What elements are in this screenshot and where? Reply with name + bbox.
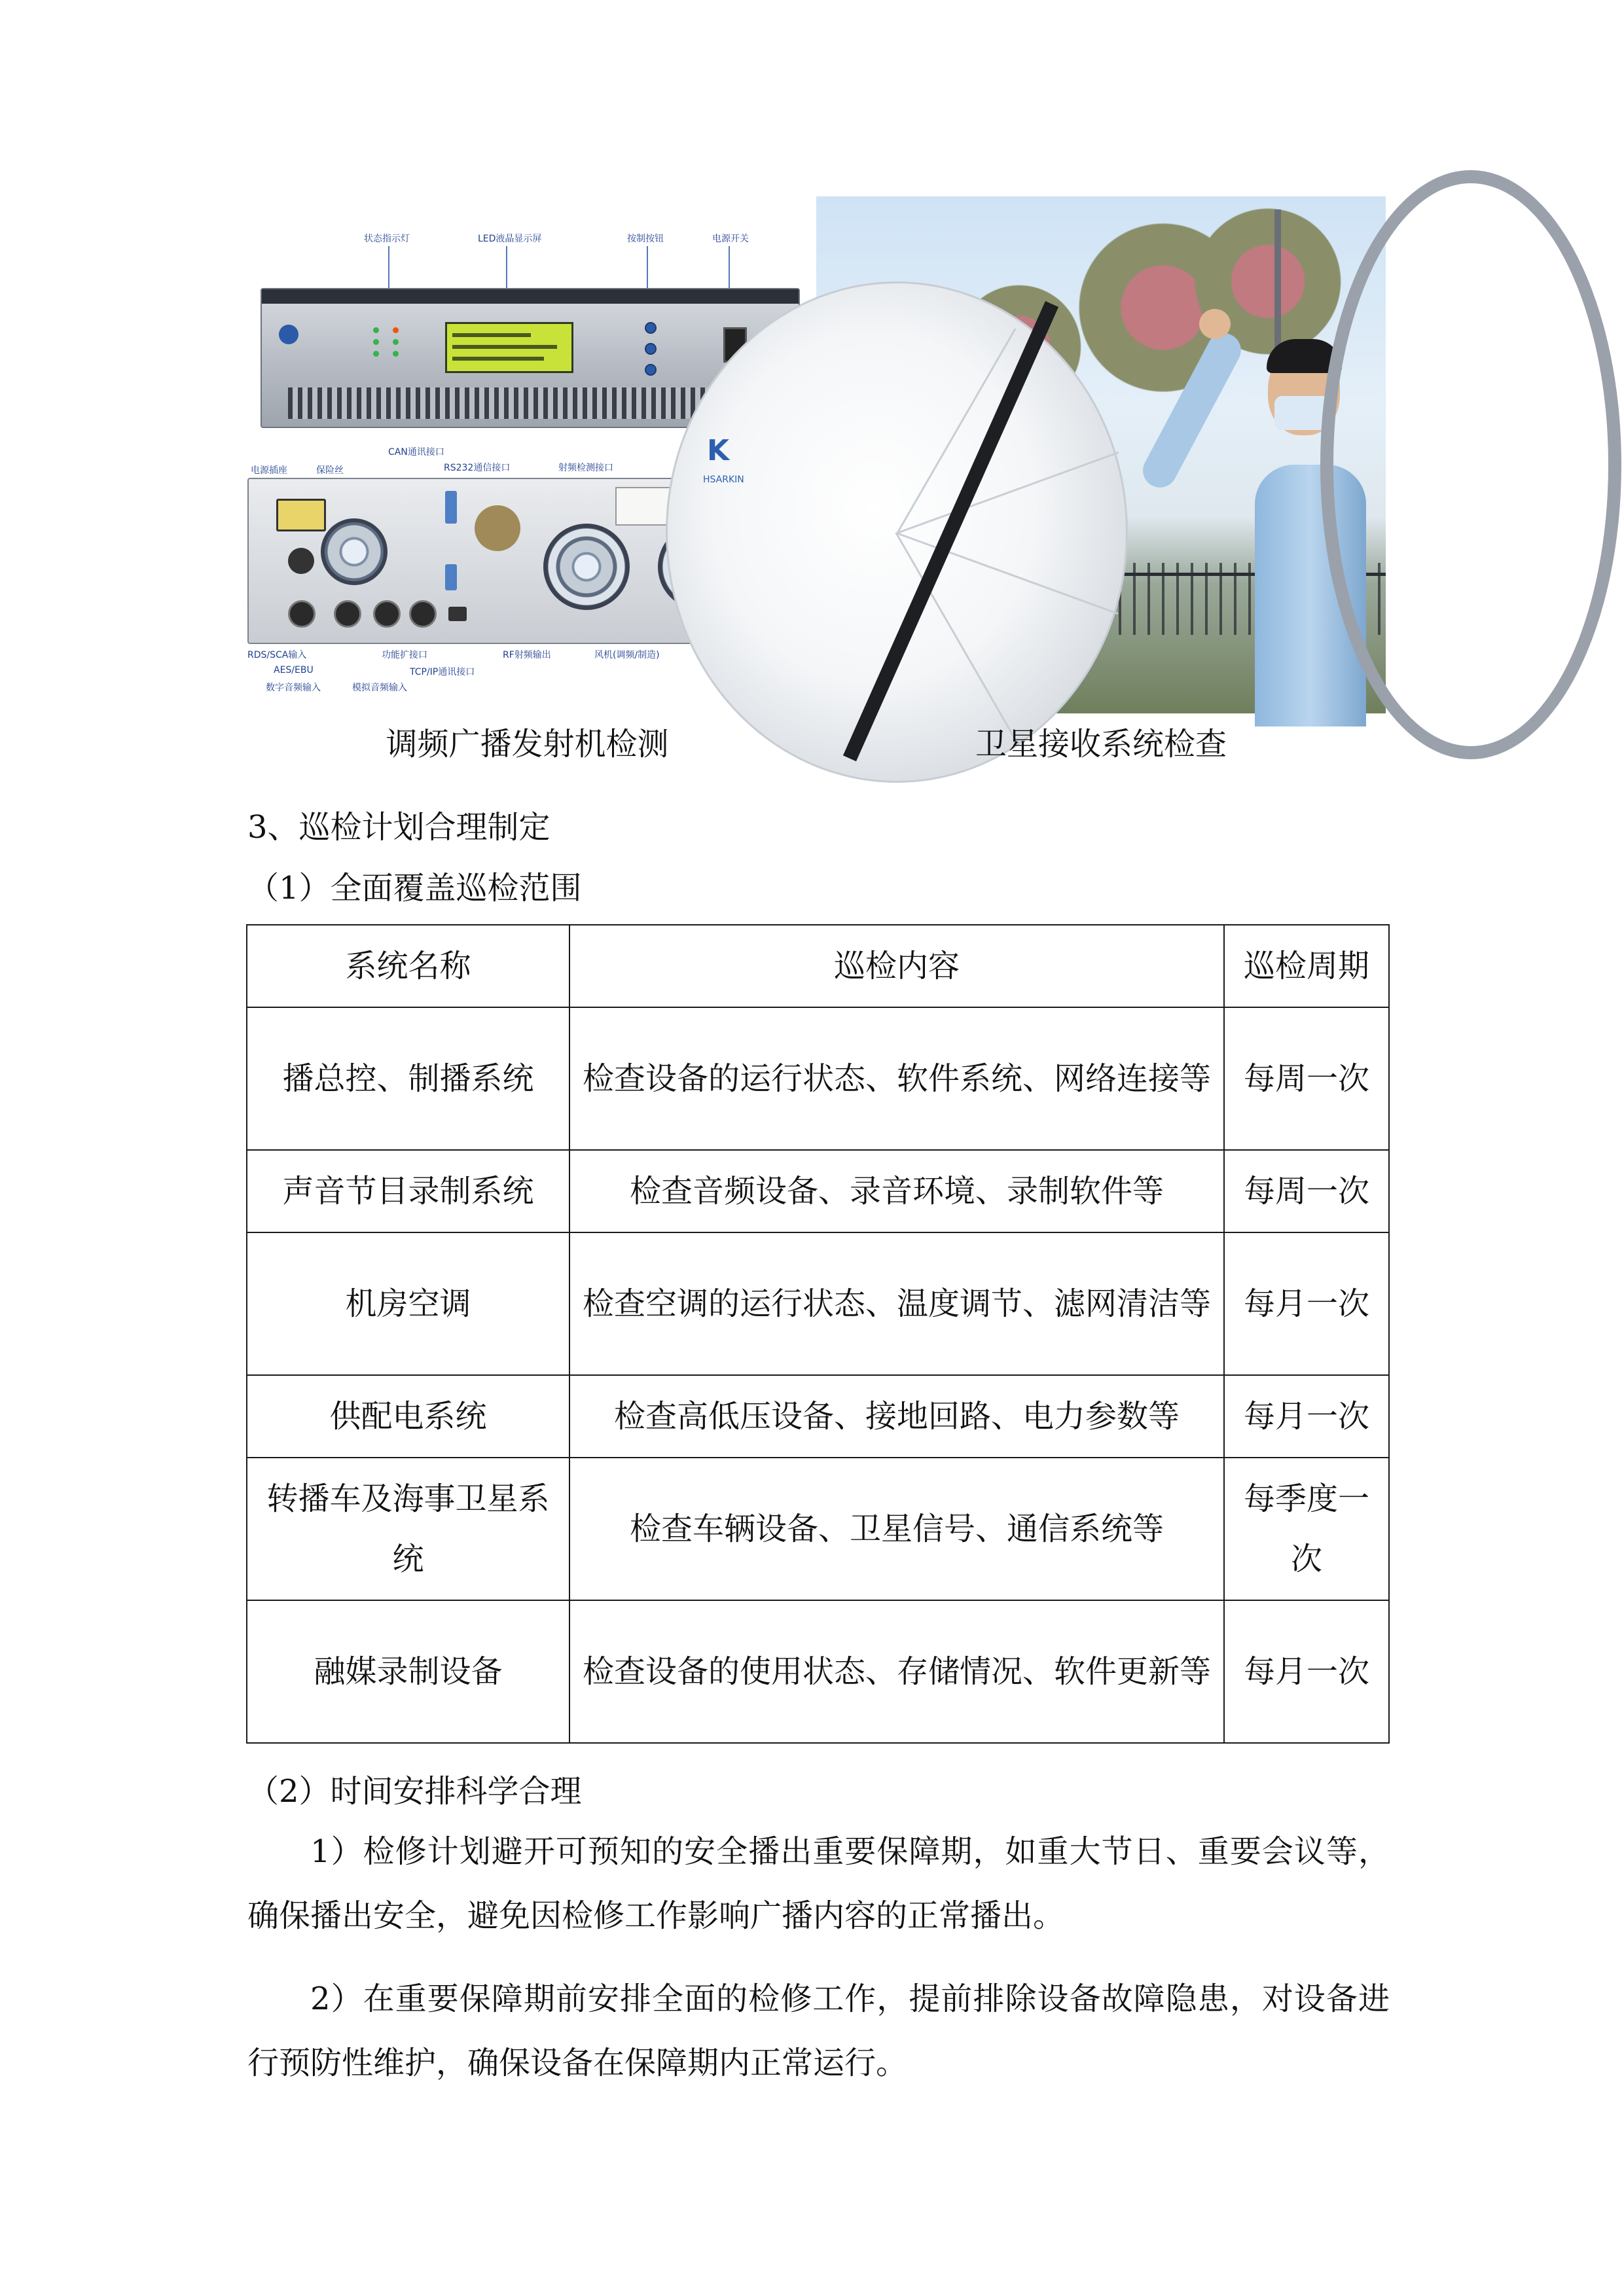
ethernet-port-icon	[448, 607, 467, 621]
lcd-display	[445, 322, 573, 373]
rs232-port-icon	[445, 564, 457, 590]
cell-cycle: 每月一次	[1224, 1600, 1389, 1743]
cell-content: 检查空调的运行状态、温度调节、滤网清洁等	[569, 1232, 1224, 1375]
sub-heading-coverage: （1）全面覆盖巡检范围	[247, 870, 582, 906]
fuse-icon	[288, 548, 314, 574]
callout-status-led: 状态指示灯	[364, 234, 410, 244]
cell-cycle: 每周一次	[1224, 1007, 1389, 1150]
can-port-icon	[445, 491, 457, 524]
callout-fuse: 保险丝	[316, 465, 344, 476]
cell-content: 检查车辆设备、卫星信号、通信系统等	[569, 1458, 1224, 1600]
table-row	[247, 1007, 1389, 1150]
table-header-cycle: 巡检周期	[1224, 925, 1389, 1007]
cell-system: 机房空调	[247, 1232, 569, 1375]
tree	[1183, 196, 1353, 367]
dish-frame	[1320, 170, 1621, 759]
dish-logo-text: HSARKIN	[703, 475, 744, 485]
cell-system: 融媒录制设备	[247, 1600, 569, 1743]
lcd-text-line	[452, 333, 531, 337]
status-led-icon	[373, 339, 379, 345]
satellite-dish	[666, 281, 1128, 783]
xlr-port-icon	[373, 600, 401, 628]
cell-cycle: 每周一次	[1224, 1150, 1389, 1232]
table-row	[247, 1600, 1389, 1743]
table-header-row	[247, 925, 1389, 1007]
cell-system: 供配电系统	[247, 1375, 569, 1458]
inspection-table	[246, 924, 1390, 1744]
cell-content: 检查高低压设备、接地回路、电力参数等	[569, 1375, 1224, 1458]
cell-cycle: 每月一次	[1224, 1375, 1389, 1458]
callout-rf-detect-port: 射频检测接口	[558, 463, 613, 473]
callout-fan: 风机(调频/制造)	[594, 650, 660, 660]
dish-logo: K	[707, 434, 730, 467]
cell-content: 检查设备的运行状态、软件系统、网络连接等	[569, 1007, 1224, 1150]
table-row	[247, 1375, 1389, 1458]
callout-rds-input: RDS/SCA输入	[247, 650, 307, 660]
control-button-icon	[645, 322, 657, 334]
callout-power-socket: 电源插座	[251, 465, 287, 476]
table-row	[247, 1150, 1389, 1232]
fan-icon	[543, 524, 630, 610]
status-led-icon	[373, 351, 379, 357]
callout-aes-ebu: AES/EBU	[274, 665, 314, 675]
status-led-icon	[393, 339, 399, 345]
cell-system: 播总控、制播系统	[247, 1007, 569, 1150]
callout-tcpip-port: TCP/IP通讯接口	[410, 667, 475, 677]
person-hand	[1199, 309, 1231, 339]
power-socket-icon	[276, 499, 326, 531]
callout-power-switch: 电源开关	[712, 234, 749, 244]
callout-can-port: CAN通讯接口	[388, 447, 444, 457]
xlr-port-icon	[409, 600, 437, 628]
callout-gpio-port: 功能扩接口	[382, 650, 427, 660]
callout-control-button: 按制按钮	[627, 234, 664, 244]
lcd-text-line	[452, 345, 557, 349]
rf-output-icon	[475, 505, 520, 551]
callout-lcd-display: LED液晶显示屏	[478, 234, 542, 244]
callout-digital-audio-input: 数字音频输入	[266, 683, 321, 693]
control-button-icon	[645, 343, 657, 355]
sub-heading-schedule: （2）时间安排科学合理	[247, 1773, 582, 1810]
figure-caption-transmitter: 调频广播发射机检测	[386, 726, 669, 762]
dish-rib	[897, 452, 1119, 534]
status-led-icon	[393, 327, 399, 333]
xlr-port-icon	[334, 600, 361, 628]
lcd-text-line	[452, 357, 544, 361]
callout-rf-output: RF射频输出	[503, 650, 551, 660]
fan-icon	[321, 518, 388, 585]
callout-rs232-port: RS232通信接口	[444, 463, 511, 473]
table-header-system: 系统名称	[247, 925, 569, 1007]
paragraph-2: 2）在重要保障期前安排全面的检修工作，提前排除设备故障隐患，对设备进行预防性维护，确保设备在保障期内正常运行。	[247, 1981, 1390, 2081]
table-row	[247, 1458, 1389, 1600]
cell-system: 转播车及海事卫星系统	[247, 1458, 569, 1600]
cell-cycle: 每月一次	[1224, 1232, 1389, 1375]
cell-content: 检查设备的使用状态、存储情况、软件更新等	[569, 1600, 1224, 1743]
callout-analog-audio-input: 模拟音频输入	[352, 683, 407, 693]
front-panel-strip	[262, 289, 799, 304]
status-led-icon	[373, 327, 379, 333]
control-button-icon	[645, 364, 657, 376]
table-row	[247, 1232, 1389, 1375]
paragraph-1: 1）检修计划避开可预知的安全播出重要保障期，如重大节日、重要会议等，确保播出安全，避免因检修工作影响广播内容的正常播出。	[247, 1833, 1390, 1934]
section-heading: 3、巡检计划合理制定	[247, 809, 550, 846]
figure-caption-satellite: 卫星接收系统检查	[975, 726, 1227, 762]
cell-system: 声音节目录制系统	[247, 1150, 569, 1232]
cell-content: 检查音频设备、录音环境、录制软件等	[569, 1150, 1224, 1232]
dish-rib	[895, 532, 1015, 737]
table-header-content: 巡检内容	[569, 925, 1224, 1007]
xlr-port-icon	[288, 600, 316, 628]
cell-cycle: 每季度一次	[1224, 1458, 1389, 1600]
status-led-icon	[393, 351, 399, 357]
brand-logo-icon	[279, 325, 298, 344]
